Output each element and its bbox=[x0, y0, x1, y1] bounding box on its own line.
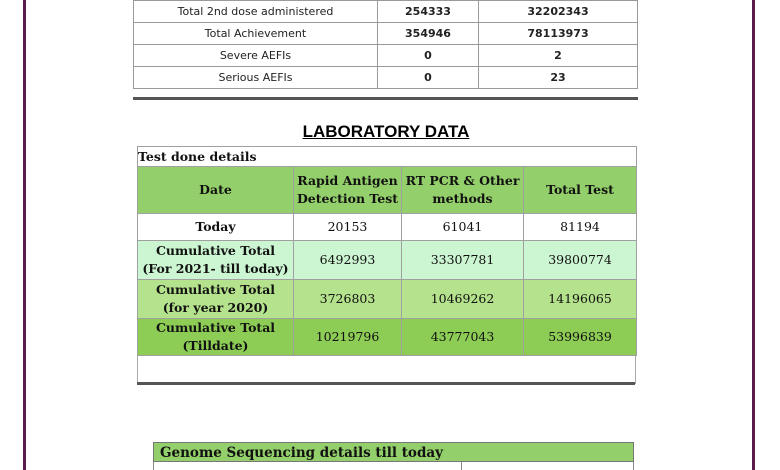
row-label: Total Achievement bbox=[134, 23, 378, 45]
table-caption-row bbox=[138, 147, 637, 167]
header-line: RT PCR & Other bbox=[405, 173, 520, 188]
total-value: 53996839 bbox=[524, 319, 637, 356]
row-label-line: (Tilldate) bbox=[182, 338, 249, 353]
laboratory-table bbox=[137, 146, 637, 356]
table-row bbox=[138, 214, 637, 241]
total-value: 23 bbox=[479, 67, 638, 89]
total-value: 32202343 bbox=[479, 1, 638, 23]
row-label: Serious AEFIs bbox=[134, 67, 378, 89]
rapid-value: 3726803 bbox=[294, 280, 402, 319]
row-label-line: Cumulative Total bbox=[155, 282, 276, 297]
rtpcr-value: 43777043 bbox=[402, 319, 524, 356]
row-label bbox=[138, 214, 294, 241]
table-row bbox=[138, 280, 637, 319]
header-date-label: Date bbox=[199, 182, 232, 197]
row-label bbox=[138, 280, 294, 319]
row-label-line: Cumulative Total bbox=[155, 320, 276, 335]
table-row bbox=[138, 319, 637, 356]
row-label: Severe AEFIs bbox=[134, 45, 378, 67]
rtpcr-value: 61041 bbox=[402, 214, 524, 241]
rapid-value: 20153 bbox=[294, 214, 402, 241]
header-rtpcr bbox=[402, 167, 524, 214]
header-rapid-antigen bbox=[294, 167, 402, 214]
header-line: Detection Test bbox=[296, 191, 399, 206]
row-label-line: (For 2021- till today) bbox=[142, 261, 289, 276]
row-label-line: Today bbox=[195, 219, 236, 234]
header-total-label: Total Test bbox=[546, 182, 614, 197]
header-line: Rapid Antigen bbox=[297, 173, 398, 188]
vaccination-summary-table bbox=[133, 0, 638, 89]
row-label bbox=[138, 319, 294, 356]
table-row bbox=[138, 241, 637, 280]
genome-sequencing-title: Genome Sequencing details till today bbox=[153, 442, 634, 462]
genome-sequencing-table bbox=[153, 462, 634, 470]
total-value: 39800774 bbox=[524, 241, 637, 280]
total-value: 78113973 bbox=[479, 23, 638, 45]
row-label-line: (for year 2020) bbox=[162, 300, 269, 315]
today-value: 254333 bbox=[378, 1, 479, 23]
table-row bbox=[134, 23, 638, 45]
row-label: Total 2nd dose administered bbox=[134, 1, 378, 23]
rapid-value: 10219796 bbox=[294, 319, 402, 356]
table-row bbox=[134, 1, 638, 23]
page-frame-left bbox=[0, 0, 26, 470]
page-frame-right bbox=[752, 0, 755, 470]
table-bottom-rule bbox=[133, 97, 638, 100]
header-date bbox=[138, 167, 294, 214]
total-value: 81194 bbox=[524, 214, 637, 241]
laboratory-title: LABORATORY DATA bbox=[302, 122, 470, 141]
today-value: 0 bbox=[378, 67, 479, 89]
table-caption: Test done details bbox=[138, 147, 637, 167]
today-value: 354946 bbox=[378, 23, 479, 45]
row-label-line: Cumulative Total bbox=[155, 243, 276, 258]
rapid-value: 6492993 bbox=[294, 241, 402, 280]
rtpcr-value: 33307781 bbox=[402, 241, 524, 280]
header-total-test bbox=[524, 167, 637, 214]
table-row bbox=[134, 45, 638, 67]
table-row bbox=[134, 67, 638, 89]
table-header-row bbox=[138, 167, 637, 214]
table-bottom-rule bbox=[137, 382, 635, 385]
row-label bbox=[138, 241, 294, 280]
total-value: 2 bbox=[479, 45, 638, 67]
header-line: methods bbox=[432, 191, 493, 206]
rtpcr-value: 10469262 bbox=[402, 280, 524, 319]
total-value: 14196065 bbox=[524, 280, 637, 319]
today-value: 0 bbox=[378, 45, 479, 67]
